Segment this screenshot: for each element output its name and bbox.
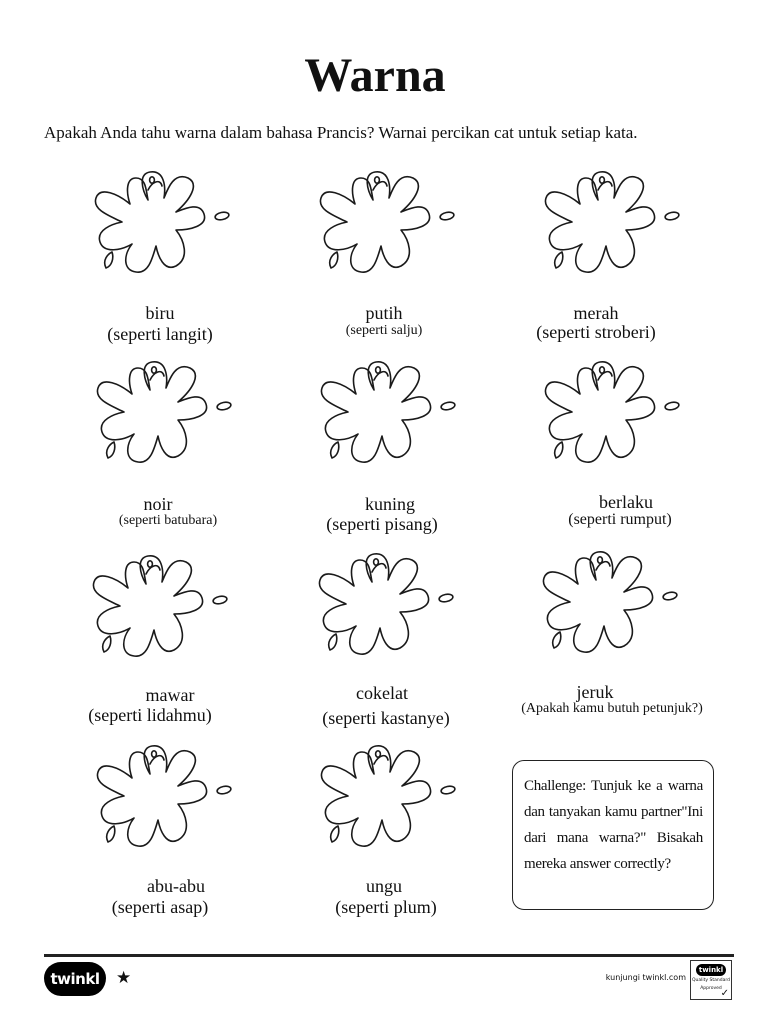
color-hint: (seperti salju): [345, 323, 423, 338]
twinkl-logo[interactable]: twinkl: [44, 962, 106, 996]
color-hint: (seperti kastanye): [322, 708, 450, 728]
paint-splat-icon[interactable]: [307, 168, 455, 286]
color-hint: (seperti pisang): [326, 514, 438, 534]
badge-line-2: Approved: [700, 985, 722, 991]
color-name: jeruk: [576, 682, 614, 702]
color-hint: (seperti rumput): [568, 511, 672, 528]
color-hint: (seperti stroberi): [536, 322, 656, 342]
color-name: merah: [573, 303, 619, 323]
color-name: mawar: [145, 685, 195, 705]
color-name: berlaku: [599, 492, 653, 512]
checkmark-icon: ✓: [720, 988, 729, 999]
color-name: kuning: [364, 494, 415, 514]
color-hint: (seperti batubara): [118, 513, 218, 528]
footer-divider: [44, 954, 734, 957]
color-hint: (seperti asap): [111, 897, 209, 917]
paint-splat-icon[interactable]: [530, 548, 678, 666]
site-link[interactable]: kunjungi twinkl.com: [605, 973, 686, 982]
instructions: Apakah Anda tahu warna dalam bahasa Prancis? Warnai percikan cat untuk setiap kata.: [44, 123, 638, 142]
color-name: noir: [143, 494, 173, 514]
color-hint: (seperti langit): [107, 324, 213, 344]
color-hint: (seperti plum): [335, 897, 437, 917]
color-name: abu-abu: [147, 876, 205, 896]
challenge-box: Challenge: Tunjuk ke a warna dan tanyakan kamu partner"Ini dari mana warna?" Bisakah mereka answer correctly?: [512, 760, 714, 910]
color-name: putih: [365, 303, 403, 323]
paint-splat-icon[interactable]: [84, 742, 232, 860]
paint-splat-icon[interactable]: [532, 168, 680, 286]
paint-splat-icon[interactable]: [532, 358, 680, 476]
badge-logo: twinkl: [696, 964, 726, 976]
page-title: Warna: [304, 49, 446, 102]
star-icon: ★: [116, 968, 132, 987]
paint-splat-icon[interactable]: [308, 742, 456, 860]
badge-line-1: Quality Standard: [692, 978, 730, 983]
paint-splat-icon[interactable]: [308, 358, 456, 476]
color-hint: (seperti lidahmu): [88, 705, 212, 725]
paint-splat-icon[interactable]: [84, 358, 232, 476]
color-name: cokelat: [356, 683, 408, 703]
color-hint: (Apakah kamu butuh petunjuk?): [521, 701, 703, 716]
quality-badge: [690, 960, 732, 1000]
color-name: ungu: [366, 876, 402, 896]
paint-splat-icon[interactable]: [82, 168, 230, 286]
color-name: biru: [145, 303, 175, 323]
paint-splat-icon[interactable]: [80, 552, 228, 670]
paint-splat-icon[interactable]: [306, 550, 454, 668]
